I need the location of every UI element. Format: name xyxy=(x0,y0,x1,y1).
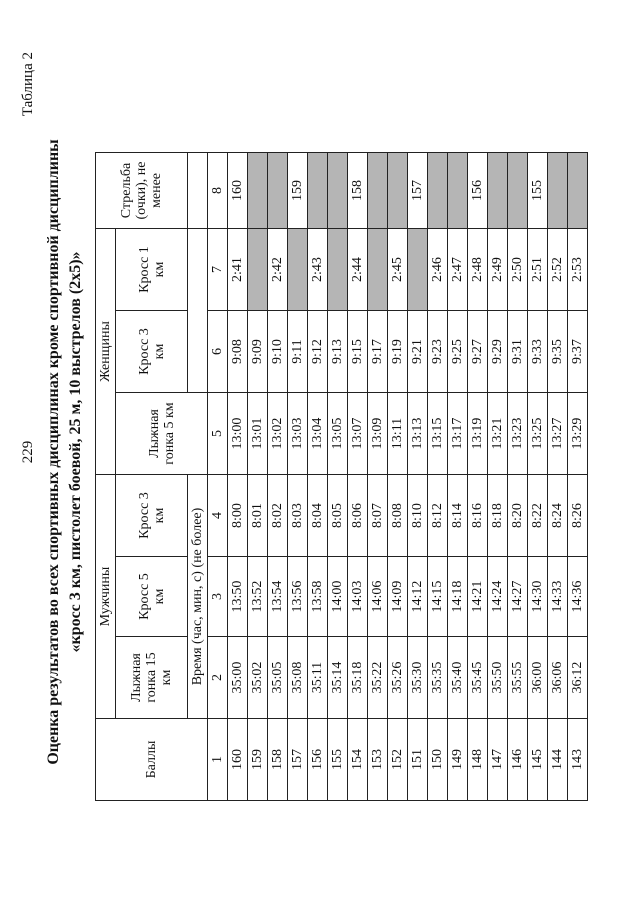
ski15-cell: 35:18 xyxy=(348,637,368,719)
ski15-cell: 35:22 xyxy=(368,637,388,719)
header-shooting: Стрельба (очки), не менее xyxy=(96,153,188,229)
ski15-cell: 35:45 xyxy=(468,637,488,719)
ski15-cell: 35:30 xyxy=(408,637,428,719)
cross3w-cell: 9:37 xyxy=(568,311,588,393)
ski15-cell: 35:14 xyxy=(328,637,348,719)
header-ski-men: Лыжная гонка 15 км xyxy=(116,637,188,719)
cross3m-cell: 8:10 xyxy=(408,475,428,557)
table-row xyxy=(368,153,388,801)
cross1-cell: 2:47 xyxy=(448,229,468,311)
cross5-cell: 13:56 xyxy=(288,557,308,637)
table-row xyxy=(468,153,488,801)
table-row xyxy=(348,153,368,801)
cross1-cell xyxy=(408,229,428,311)
header-shooting-blank xyxy=(188,153,208,229)
cross5-cell: 14:00 xyxy=(328,557,348,637)
cross1-cell: 2:50 xyxy=(508,229,528,311)
ski5-cell: 13:00 xyxy=(228,393,248,475)
ski5-cell: 13:07 xyxy=(348,393,368,475)
table-row xyxy=(528,153,548,801)
cross5-cell: 13:54 xyxy=(268,557,288,637)
cross3m-cell: 8:06 xyxy=(348,475,368,557)
results-table xyxy=(95,152,588,801)
cross3m-cell: 8:26 xyxy=(568,475,588,557)
cross5-cell: 14:21 xyxy=(468,557,488,637)
ski5-cell: 13:25 xyxy=(528,393,548,475)
cross3w-cell: 9:13 xyxy=(328,311,348,393)
score-cell: 151 xyxy=(408,719,428,801)
column-number: 8 xyxy=(208,153,228,229)
score-cell: 158 xyxy=(268,719,288,801)
ski15-cell: 35:00 xyxy=(228,637,248,719)
cross3m-cell: 8:04 xyxy=(308,475,328,557)
table-row xyxy=(548,153,568,801)
table-row xyxy=(308,153,328,801)
ski5-cell: 13:09 xyxy=(368,393,388,475)
table-row xyxy=(328,153,348,801)
cross3w-cell: 9:33 xyxy=(528,311,548,393)
cross5-cell: 14:15 xyxy=(428,557,448,637)
header-cross5-men: Кросс 5 км xyxy=(116,557,188,637)
shooting-cell xyxy=(248,153,268,229)
cross5-cell: 14:24 xyxy=(488,557,508,637)
cross5-cell: 14:18 xyxy=(448,557,468,637)
table-label: Таблица 2 xyxy=(20,52,36,117)
cross5-cell: 13:50 xyxy=(228,557,248,637)
cross3m-cell: 8:03 xyxy=(288,475,308,557)
column-number: 4 xyxy=(208,475,228,557)
column-number: 3 xyxy=(208,557,228,637)
cross3w-cell: 9:29 xyxy=(488,311,508,393)
shooting-cell: 156 xyxy=(468,153,488,229)
table-title: Оценка результатов во всех спортивных дисциплинах кроме спортивной дисциплины xyxy=(45,139,62,765)
cross1-cell: 2:42 xyxy=(268,229,288,311)
page-number: 229 xyxy=(20,440,36,464)
ski5-cell: 13:21 xyxy=(488,393,508,475)
cross1-cell: 2:44 xyxy=(348,229,368,311)
cross1-cell: 2:48 xyxy=(468,229,488,311)
ski5-cell: 13:13 xyxy=(408,393,428,475)
cross5-cell: 14:03 xyxy=(348,557,368,637)
shooting-cell: 155 xyxy=(528,153,548,229)
cross5-cell: 13:58 xyxy=(308,557,328,637)
shooting-cell xyxy=(548,153,568,229)
shooting-cell: 157 xyxy=(408,153,428,229)
shooting-cell: 158 xyxy=(348,153,368,229)
cross3w-cell: 9:08 xyxy=(228,311,248,393)
cross3w-cell: 9:31 xyxy=(508,311,528,393)
ski5-cell: 13:23 xyxy=(508,393,528,475)
shooting-cell xyxy=(568,153,588,229)
header-men: Мужчины xyxy=(96,475,116,719)
ski15-cell: 35:50 xyxy=(488,637,508,719)
cross1-cell: 2:53 xyxy=(568,229,588,311)
ski15-cell: 35:08 xyxy=(288,637,308,719)
cross1-cell: 2:46 xyxy=(428,229,448,311)
table-row xyxy=(408,153,428,801)
cross5-cell: 14:33 xyxy=(548,557,568,637)
cross3w-cell: 9:19 xyxy=(388,311,408,393)
table-row xyxy=(388,153,408,801)
header-cross1-women: Кросс 1 км xyxy=(116,229,188,311)
score-cell: 156 xyxy=(308,719,328,801)
score-cell: 143 xyxy=(568,719,588,801)
cross3m-cell: 8:07 xyxy=(368,475,388,557)
ski5-cell: 13:17 xyxy=(448,393,468,475)
score-cell: 155 xyxy=(328,719,348,801)
shooting-cell: 159 xyxy=(288,153,308,229)
cross3w-cell: 9:17 xyxy=(368,311,388,393)
ski15-cell: 35:05 xyxy=(268,637,288,719)
cross5-cell: 14:30 xyxy=(528,557,548,637)
ski5-cell: 13:11 xyxy=(388,393,408,475)
shooting-cell xyxy=(328,153,348,229)
header-cross3-men: Кросс 3 км xyxy=(116,475,188,557)
score-cell: 160 xyxy=(228,719,248,801)
header-cross3-women: Кросс 3 км xyxy=(116,311,188,393)
cross3m-cell: 8:18 xyxy=(488,475,508,557)
cross3w-cell: 9:12 xyxy=(308,311,328,393)
ski15-cell: 35:26 xyxy=(388,637,408,719)
cross5-cell: 14:09 xyxy=(388,557,408,637)
table-row xyxy=(268,153,288,801)
header-women: Женщины xyxy=(96,229,116,475)
score-cell: 149 xyxy=(448,719,468,801)
shooting-cell xyxy=(508,153,528,229)
cross3m-cell: 8:16 xyxy=(468,475,488,557)
cross3m-cell: 8:02 xyxy=(268,475,288,557)
table-row xyxy=(508,153,528,801)
score-cell: 146 xyxy=(508,719,528,801)
cross3w-cell: 9:35 xyxy=(548,311,568,393)
column-number-row xyxy=(208,153,228,801)
shooting-cell xyxy=(268,153,288,229)
ski5-cell: 13:15 xyxy=(428,393,448,475)
cross3w-cell: 9:10 xyxy=(268,311,288,393)
column-number: 5 xyxy=(208,393,228,475)
cross3w-cell: 9:09 xyxy=(248,311,268,393)
cross3w-cell: 9:15 xyxy=(348,311,368,393)
cross1-cell: 2:43 xyxy=(308,229,328,311)
cross1-cell: 2:45 xyxy=(388,229,408,311)
score-cell: 159 xyxy=(248,719,268,801)
ski5-cell: 13:19 xyxy=(468,393,488,475)
column-number: 7 xyxy=(208,229,228,311)
column-number: 6 xyxy=(208,311,228,393)
cross3w-cell: 9:25 xyxy=(448,311,468,393)
ski15-cell: 36:06 xyxy=(548,637,568,719)
cross1-cell xyxy=(288,229,308,311)
score-cell: 145 xyxy=(528,719,548,801)
shooting-cell xyxy=(488,153,508,229)
ski15-cell: 35:35 xyxy=(428,637,448,719)
header-time: Время (час, мин, с) (не более) xyxy=(188,475,208,719)
cross5-cell: 14:06 xyxy=(368,557,388,637)
cross3w-cell: 9:21 xyxy=(408,311,428,393)
shooting-cell xyxy=(428,153,448,229)
ski15-cell: 35:02 xyxy=(248,637,268,719)
rotated-page xyxy=(20,52,620,852)
cross1-cell xyxy=(248,229,268,311)
cross3m-cell: 8:00 xyxy=(228,475,248,557)
score-cell: 150 xyxy=(428,719,448,801)
cross3w-cell: 9:27 xyxy=(468,311,488,393)
ski5-cell: 13:04 xyxy=(308,393,328,475)
ski15-cell: 36:12 xyxy=(568,637,588,719)
ski5-cell: 13:27 xyxy=(548,393,568,475)
cross3w-cell: 9:23 xyxy=(428,311,448,393)
score-cell: 152 xyxy=(388,719,408,801)
shooting-cell xyxy=(448,153,468,229)
cross1-cell: 2:49 xyxy=(488,229,508,311)
shooting-cell: 160 xyxy=(228,153,248,229)
table-row xyxy=(448,153,468,801)
score-cell: 153 xyxy=(368,719,388,801)
ski15-cell: 35:55 xyxy=(508,637,528,719)
cross1-cell: 2:51 xyxy=(528,229,548,311)
ski15-cell: 35:11 xyxy=(308,637,328,719)
cross3m-cell: 8:20 xyxy=(508,475,528,557)
table-row xyxy=(288,153,308,801)
header-balls: Баллы xyxy=(96,719,208,801)
header-ski-women: Лыжная гонка 5 км xyxy=(116,393,208,475)
cross3m-cell: 8:24 xyxy=(548,475,568,557)
cross1-cell xyxy=(368,229,388,311)
cross3m-cell: 8:08 xyxy=(388,475,408,557)
shooting-cell xyxy=(388,153,408,229)
cross1-cell: 2:52 xyxy=(548,229,568,311)
cross5-cell: 14:12 xyxy=(408,557,428,637)
cross3m-cell: 8:14 xyxy=(448,475,468,557)
score-cell: 148 xyxy=(468,719,488,801)
cross3m-cell: 8:22 xyxy=(528,475,548,557)
cross3m-cell: 8:01 xyxy=(248,475,268,557)
cross1-cell: 2:41 xyxy=(228,229,248,311)
ski5-cell: 13:05 xyxy=(328,393,348,475)
score-cell: 157 xyxy=(288,719,308,801)
cross5-cell: 13:52 xyxy=(248,557,268,637)
ski15-cell: 35:40 xyxy=(448,637,468,719)
header-time-women xyxy=(188,229,208,393)
score-cell: 154 xyxy=(348,719,368,801)
table-row xyxy=(488,153,508,801)
score-cell: 144 xyxy=(548,719,568,801)
cross5-cell: 14:36 xyxy=(568,557,588,637)
cross3m-cell: 8:12 xyxy=(428,475,448,557)
ski5-cell: 13:01 xyxy=(248,393,268,475)
table-row xyxy=(428,153,448,801)
ski5-cell: 13:03 xyxy=(288,393,308,475)
cross3m-cell: 8:05 xyxy=(328,475,348,557)
cross1-cell xyxy=(328,229,348,311)
cross3w-cell: 9:11 xyxy=(288,311,308,393)
table-subtitle: «кросс 3 км, пистолет боевой, 25 м, 10 выстрелов (2х5)» xyxy=(67,251,84,653)
cross5-cell: 14:27 xyxy=(508,557,528,637)
shooting-cell xyxy=(308,153,328,229)
column-number: 2 xyxy=(208,637,228,719)
table-row xyxy=(248,153,268,801)
table-row xyxy=(568,153,588,801)
ski15-cell: 36:00 xyxy=(528,637,548,719)
column-number: 1 xyxy=(208,719,228,801)
score-cell: 147 xyxy=(488,719,508,801)
ski5-cell: 13:02 xyxy=(268,393,288,475)
ski5-cell: 13:29 xyxy=(568,393,588,475)
shooting-cell xyxy=(368,153,388,229)
table-row xyxy=(228,153,248,801)
